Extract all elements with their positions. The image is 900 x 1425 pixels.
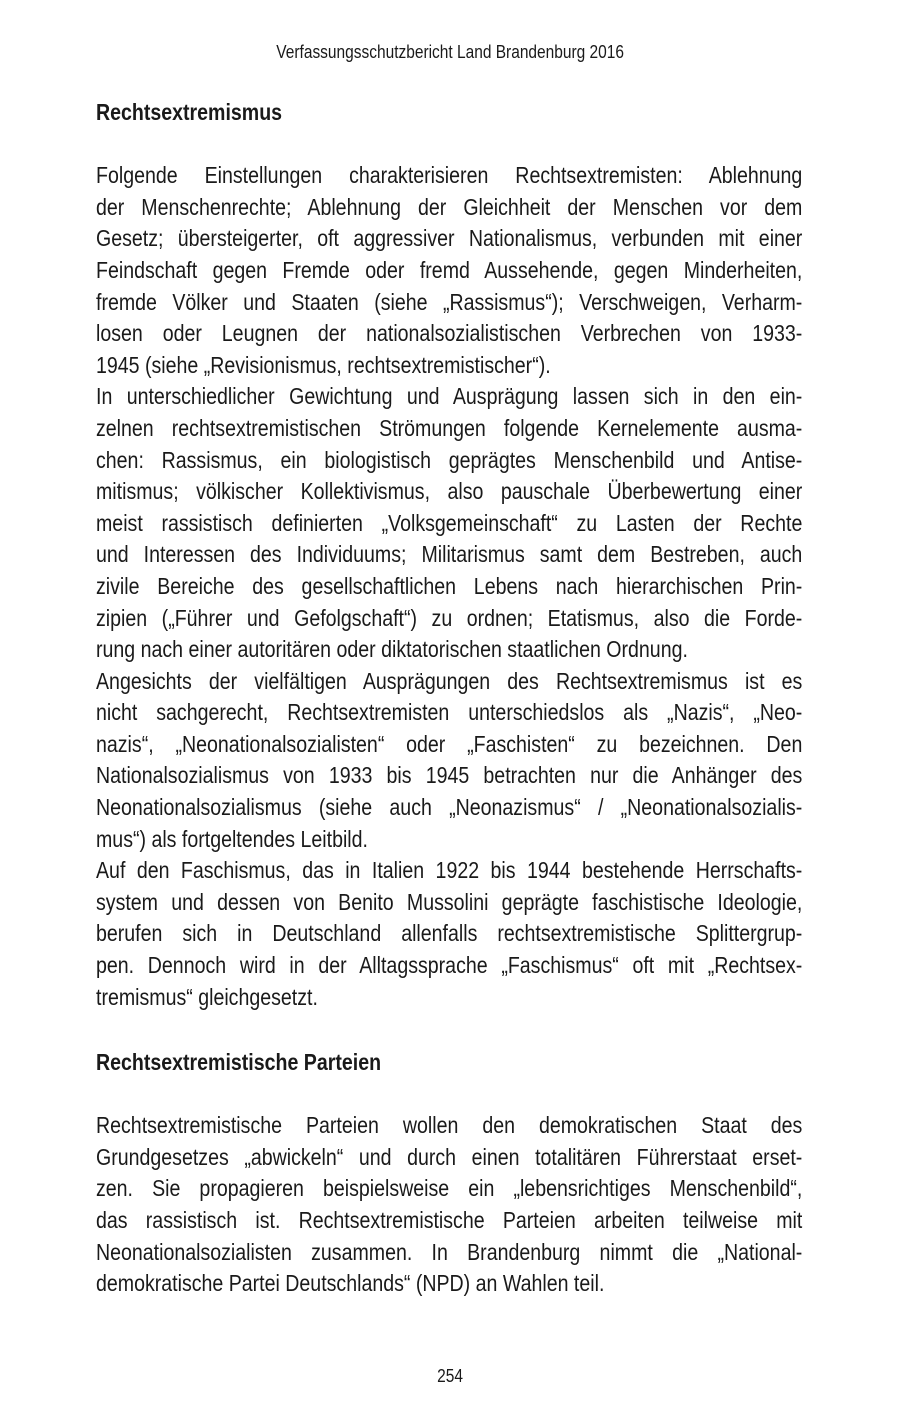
text-line: zen. Sie propagieren beispielsweise ein „lebensrichtiges Menschenbild“, [96, 1175, 803, 1202]
paragraph [96, 666, 802, 856]
section-rechtsextremismus [96, 97, 802, 1013]
section-heading: Rechtsextremismus [96, 99, 283, 125]
text-line: zivile Bereiche des gesellschaftlichen Lebens nach hierarchischen Prin- [96, 572, 803, 599]
text-line: zelnen rechtsextremistischen Strömungen folgende Kernelemente ausma- [96, 414, 803, 441]
page-number-text: 254 [437, 1366, 463, 1386]
text-line: meist rassistisch definierten „Volksgemeinschaft“ zu Lasten der Rechte [96, 509, 803, 536]
text-line: 1945 (siehe „Revisionismus, rechtsextremistischer“). [96, 351, 551, 378]
spacer [96, 1079, 802, 1111]
text-line: berufen sich in Deutschland allenfalls rechtsextremistische Splittergrup- [96, 920, 803, 947]
text-line: Nationalsozialismus von 1933 bis 1945 betrachten nur die Anhänger des [96, 762, 803, 789]
text-line: tremismus“ gleichgesetzt. [96, 983, 318, 1010]
text-line: Auf den Faschismus, das in Italien 1922 bis 1944 bestehende Herrschafts- [96, 857, 803, 884]
text-line: chen: Rassismus, ein biologistisch geprägtes Menschenbild und Antise- [96, 446, 803, 473]
section-rechtsextremistische-parteien [96, 1047, 802, 1300]
paragraph [96, 381, 802, 665]
text-line: Angesichts der vielfältigen Ausprägungen des Rechtsextremismus ist es [96, 667, 803, 694]
paragraph [96, 855, 802, 1013]
text-line: Grundgesetzes „abwickeln“ und durch einen totalitären Führerstaat erset- [96, 1143, 803, 1170]
running-header [0, 42, 900, 63]
paragraph [96, 160, 802, 381]
text-line: mitismus; völkischer Kollektivismus, also pauschale Überbewertung einer [96, 478, 803, 505]
text-line: und Interessen des Individuums; Militarismus samt dem Bestreben, auch [96, 541, 803, 568]
text-line: fremde Völker und Staaten (siehe „Rassismus“); Verschweigen, Verharm- [96, 288, 803, 315]
text-line: Feindschaft gegen Fremde oder fremd Aussehende, gegen Minderheiten, [96, 256, 803, 283]
paragraph [96, 1110, 802, 1300]
text-line: Neonationalsozialismus (siehe auch „Neonazismus“ / „Neonationalsozialis- [96, 794, 803, 821]
text-line: In unterschiedlicher Gewichtung und Ausprägung lassen sich in den ein- [96, 383, 803, 410]
text-line: losen oder Leugnen der nationalsozialistischen Verbrechen von 1933- [96, 320, 803, 347]
text-line: rung nach einer autoritären oder diktatorischen staatlichen Ordnung. [96, 636, 688, 663]
text-line: nicht sachgerecht, Rechtsextremisten unterschiedslos als „Nazis“, „Neo- [96, 699, 803, 726]
text-line: das rassistisch ist. Rechtsextremistische Parteien arbeiten teilweise mit [96, 1206, 803, 1233]
spacer [96, 129, 802, 161]
text-line: nazis“, „Neonationalsozialisten“ oder „Faschisten“ zu bezeichnen. Den [96, 730, 803, 757]
page-number [0, 1366, 900, 1387]
text-line: mus“) als fortgeltendes Leitbild. [96, 825, 368, 852]
text-line: Rechtsextremistische Parteien wollen den demokratischen Staat des [96, 1112, 803, 1139]
text-line: demokratische Partei Deutschlands“ (NPD) an Wahlen teil. [96, 1270, 605, 1297]
section-heading: Rechtsextremistische Parteien [96, 1049, 382, 1075]
text-line: Gesetz; übersteigerter, oft aggressiver Nationalismus, verbunden mit einer [96, 225, 803, 252]
text-line: zipien („Führer und Gefolgschaft“) zu ordnen; Etatismus, also die Forde- [96, 604, 803, 631]
text-line: pen. Dennoch wird in der Alltagssprache „Faschismus“ oft mit „Rechtsex- [96, 952, 803, 979]
text-line: Neonationalsozialisten zusammen. In Brandenburg nimmt die „National- [96, 1238, 803, 1265]
text-line: system und dessen von Benito Mussolini geprägte faschistische Ideologie, [96, 888, 803, 915]
text-line: Folgende Einstellungen charakterisieren Rechtsextremisten: Ablehnung [96, 162, 803, 189]
text-line: der Menschenrechte; Ablehnung der Gleichheit der Menschen vor dem [96, 193, 803, 220]
running-header-text: Verfassungsschutzbericht Land Brandenburg 2016 [276, 42, 624, 62]
